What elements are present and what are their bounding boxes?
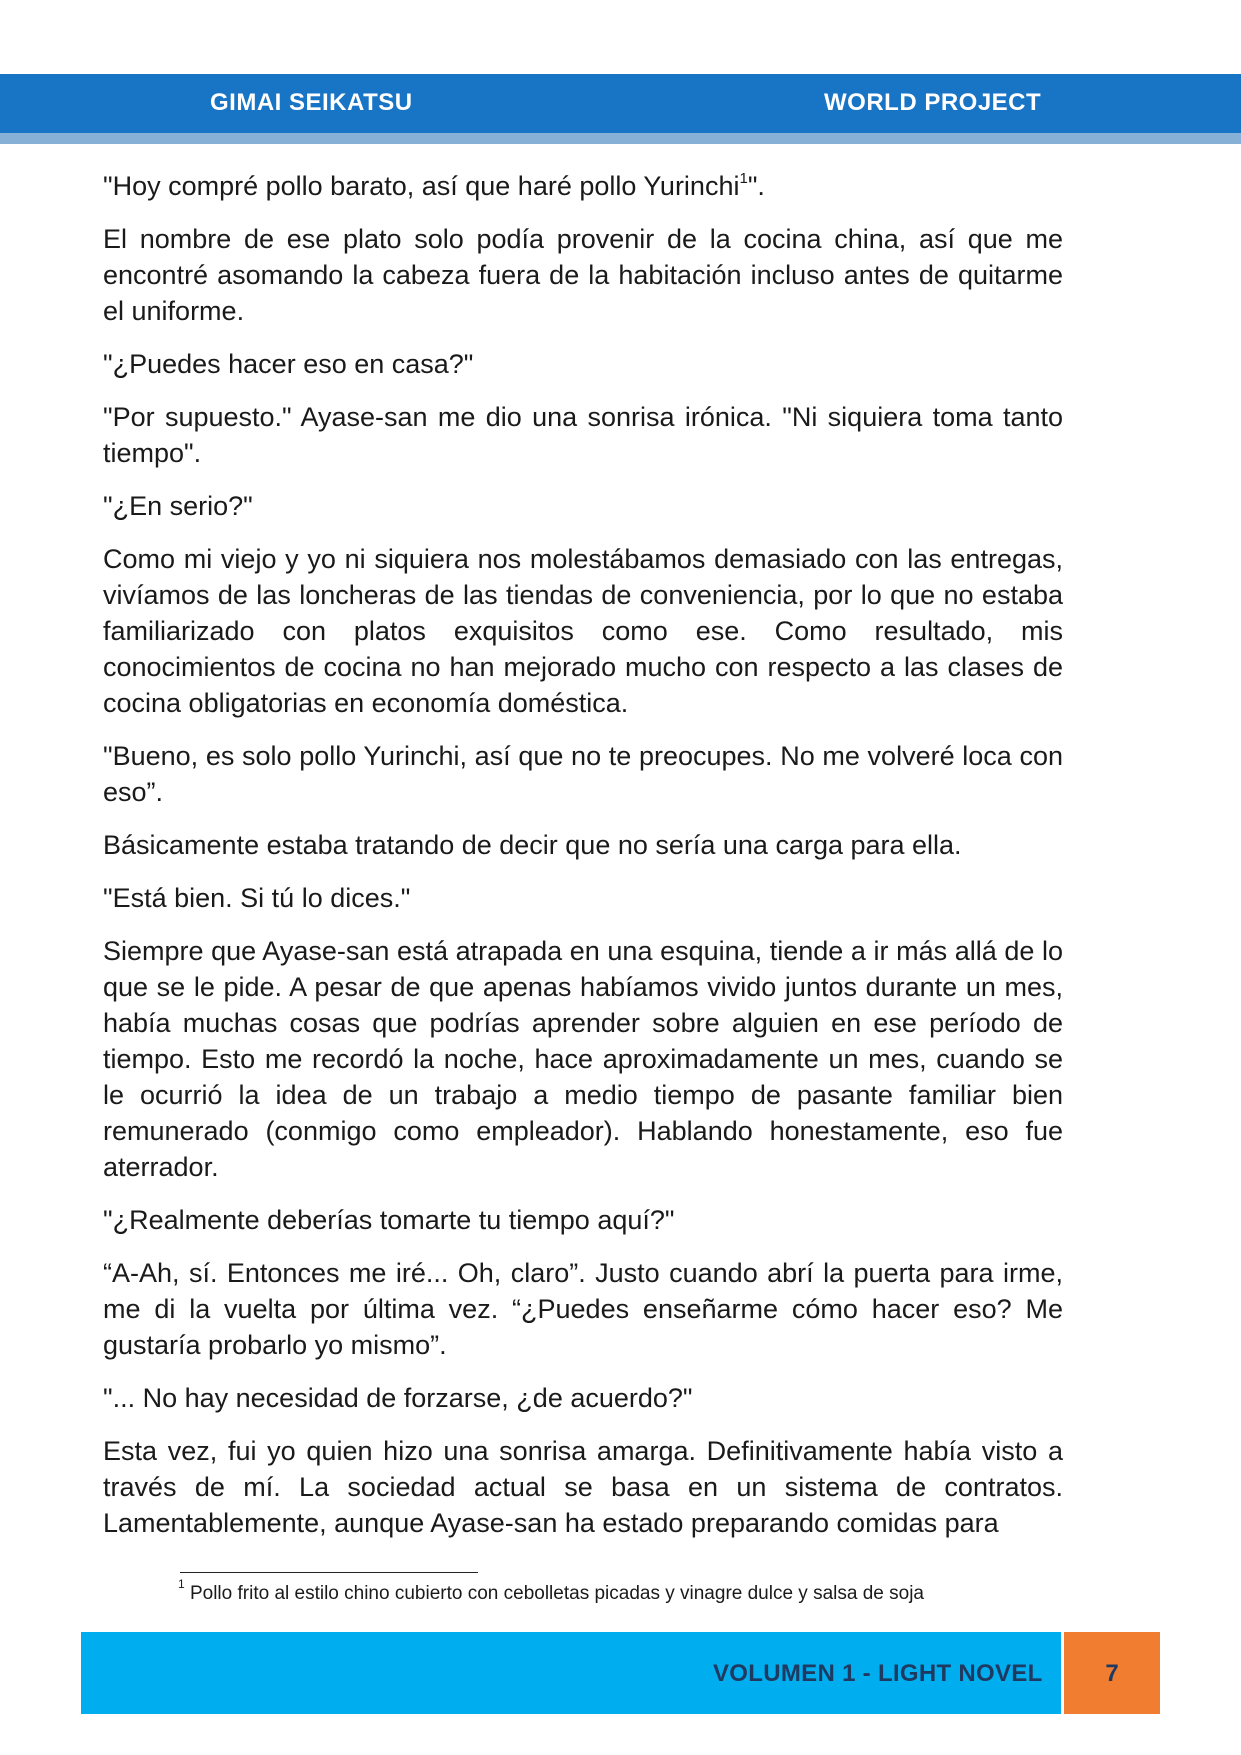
paragraph: "Hoy compré pollo barato, así que haré pollo Yurinchi$^1$". [103,170,765,201]
paragraph: Como mi viejo y yo ni siquiera nos molestábamos demasiado con las entregas, vivíamos de las loncheras de las tiendas de conveniencia, por lo que no estaba familiarizado con platos exquisitos como ese. Como resultado, mis conocimientos de cocina no han mejorado mucho con respecto a las clases de cocina obligatorias en economía doméstica. [103,544,1063,718]
page-header-bar [0,74,1241,133]
page-header-underline [0,133,1241,144]
paragraph: Siempre que Ayase-san está atrapada en una esquina, tiende a ir más allá de lo que se le pide. A pesar de que apenas habíamos vivido juntos durante un mes, había muchas cosas que podrías aprender sobre alguien en ese período de tiempo. Esto me recordó la noche, hace aproximadamente un mes, cuando se le ocurrió la idea de un trabajo a medio tiempo de pasante familiar bien remunerado (conmigo como empleador). Hablando honestamente, eso fue aterrador. [103,936,1063,1182]
paragraph: El nombre de ese plato solo podía provenir de la cocina china, así que me encontré asomando la cabeza fuera de la habitación incluso antes de quitarme el uniforme. [103,224,1063,326]
paragraph: "Bueno, es solo pollo Yurinchi, así que no te preocupes. No me volveré loca con eso”. [103,741,1063,807]
footnote-text: Pollo frito al estilo chino cubierto con cebolletas picadas y vinagre dulce y salsa de soja [189,1583,924,1604]
header-group-name: WORLD PROJECT [824,89,1042,116]
paragraph: "... No hay necesidad de forzarse, ¿de acuerdo?" [103,1383,693,1413]
footer-volume-label: VOLUMEN 1 - LIGHT NOVEL [713,1660,1043,1687]
footnote-reference: 1 [739,170,748,187]
page-number: 7 [1105,1660,1119,1687]
header-series-title: GIMAI SEIKATSU [210,89,413,116]
paragraph: "¿Realmente deberías tomarte tu tiempo aquí?" [103,1205,675,1235]
footnote [178,1576,924,1606]
paragraph: Esta vez, fui yo quien hizo una sonrisa amarga. Definitivamente había visto a través de mí. La sociedad actual se basa en un sistema de contratos. Lamentablemente, aunque Ayase-san ha estado preparando comidas para [103,1436,1063,1538]
paragraph: "Por supuesto." Ayase-san me dio una sonrisa irónica. "Ni siquiera toma tanto tiempo". [103,402,1063,468]
footnote-separator [180,1572,478,1573]
paragraph: "¿Puedes hacer eso en casa?" [103,349,474,379]
body-text [103,168,1063,1558]
paragraph: Básicamente estaba tratando de decir que no sería una carga para ella. [103,830,962,860]
footnote-number: 1 [178,1576,185,1591]
paragraph: “A-Ah, sí. Entonces me iré... Oh, claro”. Justo cuando abrí la puerta para irme, me di la vuelta por última vez. “¿Puedes enseñarme cómo hacer eso? Me gustaría probarlo yo mismo”. [103,1258,1063,1360]
paragraph: "Está bien. Si tú lo dices." [103,883,411,913]
paragraph: "¿En serio?" [103,491,253,521]
